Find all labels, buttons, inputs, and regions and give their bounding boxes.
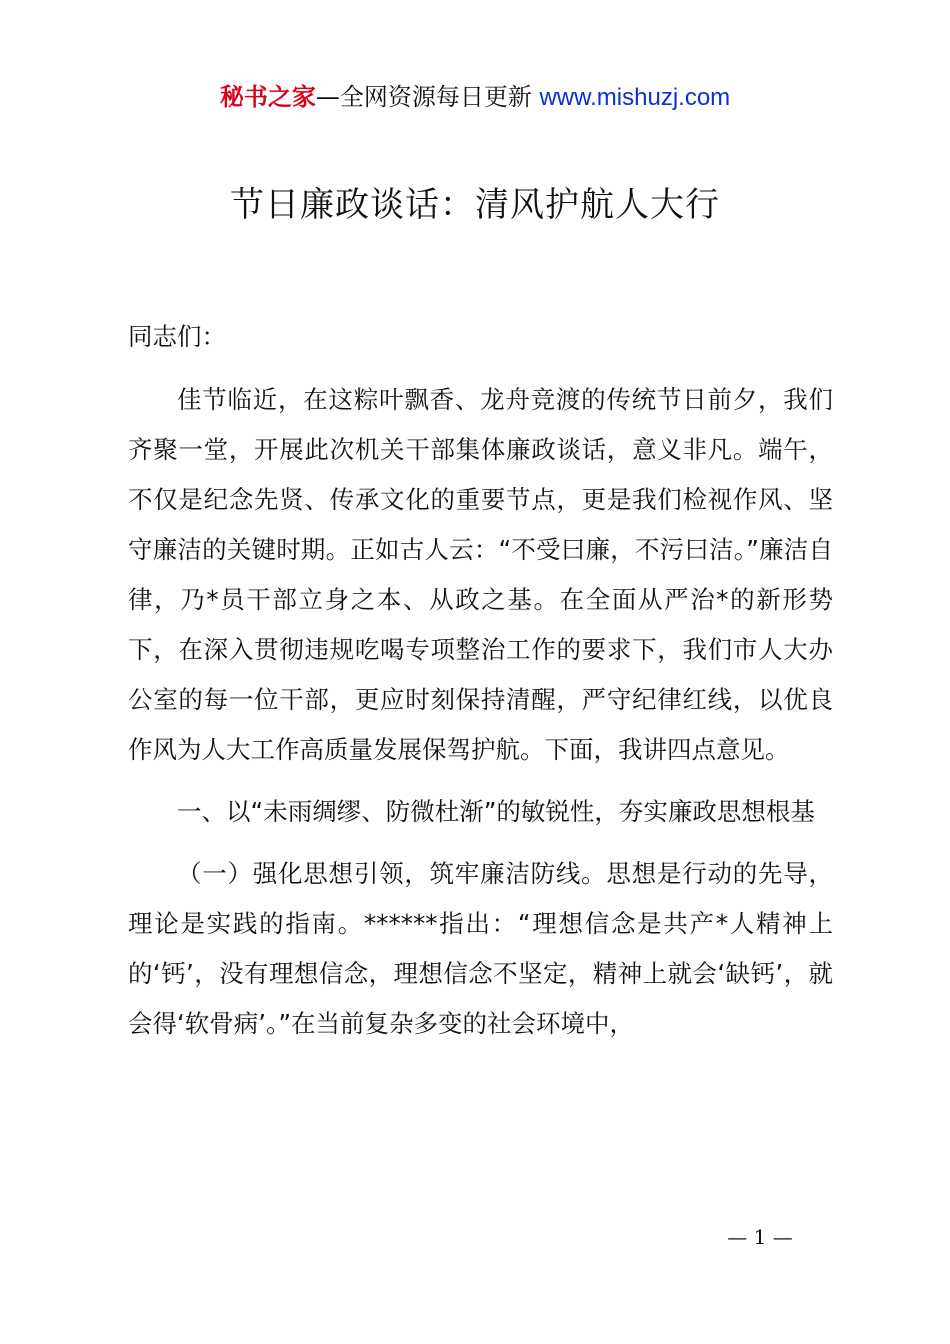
site-banner bbox=[0, 80, 950, 115]
document-body bbox=[128, 312, 833, 1061]
body-paragraph-intro: 佳节临近，在这粽叶飘香、龙舟竞渡的传统节日前夕，我们齐聚一堂，开展此次机关干部集体廉政谈话，意义非凡。端午，不仅是纪念先贤、传承文化的重要节点，更是我们检视作风、坚守廉洁的关键时期。正如古人云：“不受曰廉，不污曰洁。”廉洁自律，乃*员干部立身之本、从政之基。在全面从严治*的新形势下，在深入贯彻违规吃喝专项整治工作的要求下，我们市人大办公室的每一位干部，更应时刻保持清醒，严守纪律红线，以优良作风为人大工作高质量发展保驾护航。下面，我讲四点意见。 bbox=[128, 385, 833, 764]
page-number: — 1 — bbox=[727, 1225, 793, 1249]
body-paragraph-subsection-1: （一）强化思想引领，筑牢廉洁防线。思想是行动的先导，理论是实践的指南。******指出：“理想信念是共产*人精神上的‘钙’，没有理想信念，理想信念不坚定，精神上就会‘缺钙’，就会得‘软骨病’。”在当前复杂多变的社会环境中， bbox=[128, 859, 833, 1038]
section-heading-1: 一、以“未雨绸缪、防微杜渐”的敏锐性，夯实廉政思想根基 bbox=[177, 797, 815, 826]
banner-brand: 秘书之家 bbox=[219, 83, 316, 111]
banner-tagline: —全网资源每日更新 bbox=[315, 83, 540, 111]
banner-url[interactable]: www.mishuzj.com bbox=[539, 84, 731, 111]
salutation: 同志们： bbox=[128, 322, 226, 351]
document-title: 节日廉政谈话：清风护航人大行 bbox=[230, 185, 720, 225]
